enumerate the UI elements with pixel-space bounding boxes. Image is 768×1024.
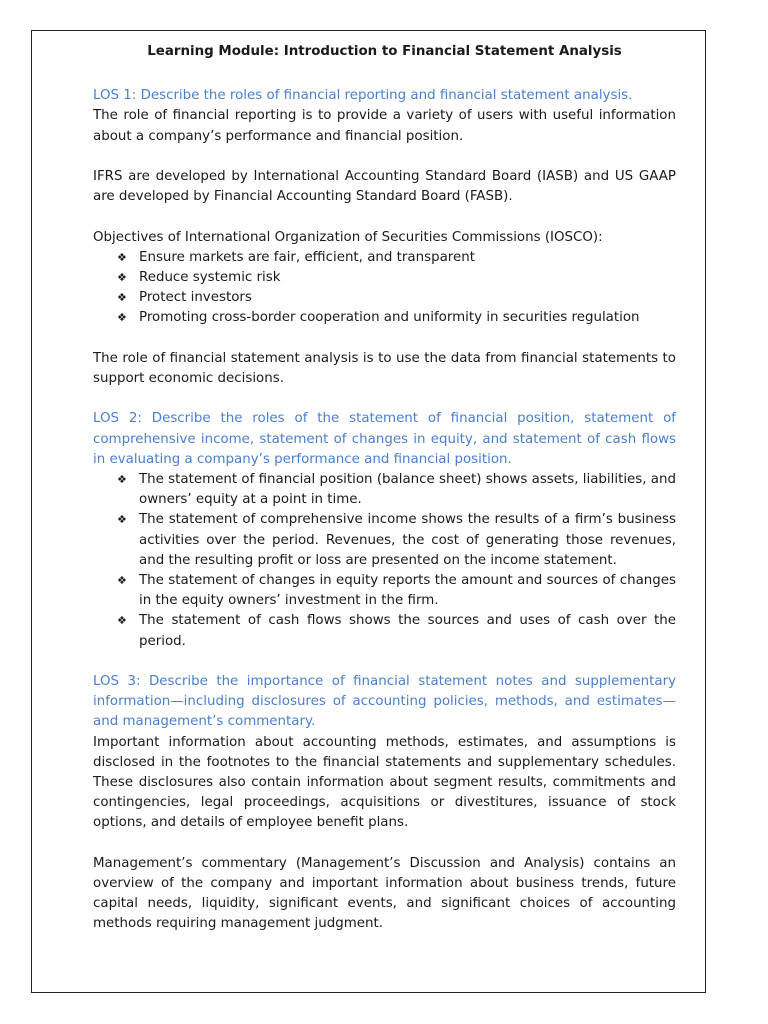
los1-paragraph-3: The role of financial statement analysis is to use the data from financial statements to support economic decisions. [93,350,676,386]
los3-paragraph-2: Management’s commentary (Management’s Discussion and Analysis) contains an overview of the company and important information about business trends, future capital needs, liquidity, significant events, and significant choices of accounting methods requiring management judgment. [93,855,676,932]
list-item: ❖ Promoting cross-border cooperation and uniformity in securities regulation [117,308,676,328]
list-item: ❖ Ensure markets are fair, efficient, and transparent [117,248,676,268]
diamond-bullet-icon: ❖ [117,271,127,284]
iosco-intro: Objectives of International Organization of Securities Commissions (IOSCO): [93,229,603,245]
list-item: ❖ The statement of changes in equity reports the amount and sources of changes in the equity owners’ investment in the firm. [117,573,676,609]
diamond-bullet-icon: ❖ [117,614,127,628]
los2-heading: LOS 2: Describe the roles of the statement of financial position, statement of comprehensive income, statement of changes in equity, and statement of cash flows in evaluating a company’s performance and financial position. [93,411,676,467]
list-item: ❖ Protect investors [117,288,676,308]
document-content [93,42,676,935]
list-item: ❖ The statement of financial position (balance sheet) shows assets, liabilities, and owners’ equity at a point in time. [117,472,676,508]
diamond-bullet-icon: ❖ [117,311,127,325]
diamond-bullet-icon: ❖ [117,513,127,527]
iosco-objectives-list [93,248,676,329]
diamond-bullet-icon: ❖ [117,291,127,305]
diamond-bullet-icon: ❖ [117,473,127,486]
los1-paragraph-2: IFRS are developed by International Accounting Standard Board (IASB) and US GAAP are developed by Financial Accounting Standard Board (FASB). [93,169,676,205]
list-item: ❖ Reduce systemic risk [117,268,676,288]
list-item: ❖ The statement of comprehensive income shows the results of a firm’s business activities over the period. Revenues, the cost of generating those revenues, and the resulting profit or loss are presented on the income statement. [117,512,676,568]
los1-heading: LOS 1: Describe the roles of financial reporting and financial statement analysis. [93,88,633,104]
diamond-bullet-icon: ❖ [117,250,127,264]
los3-paragraph-1: Important information about accounting methods, estimates, and assumptions is disclosed in the footnotes to the financial statements and supplementary schedules. These disclosures also contain information about segment results, commitments and contingencies, legal proceedings, acquisitions or divestitures, issuance of stock options, and details of employee benefit plans. [93,734,676,831]
los3-heading: LOS 3: Describe the importance of financial statement notes and supplementary information—including disclosures of accounting policies, methods, and estimates—and management’s commentary. [93,674,676,730]
los2-statements-list [93,470,676,652]
los1-paragraph-1: The role of financial reporting is to provide a variety of users with useful information about a company’s performance and financial position. [93,108,676,144]
document-title: Learning Module: Introduction to Financial Statement Analysis [147,44,622,59]
diamond-bullet-icon: ❖ [117,574,127,588]
list-item: ❖ The statement of cash flows shows the sources and uses of cash over the period. [117,613,676,649]
